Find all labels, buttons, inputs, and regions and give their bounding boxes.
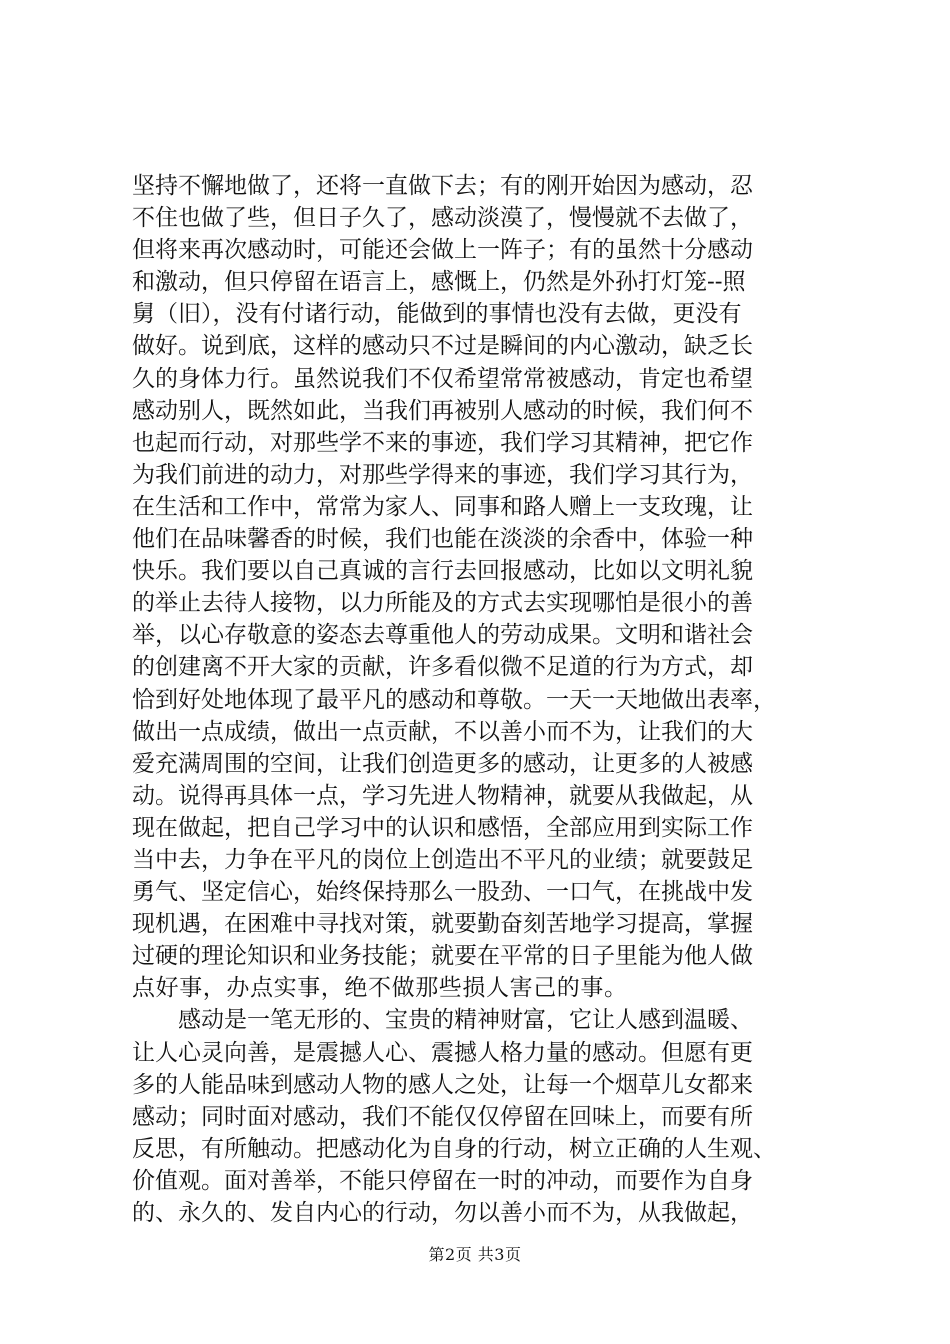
text-line: 点好事，办点实事，绝不做那些损人害己的事。 — [132, 975, 628, 1002]
text-line: 过硬的理论知识和业务技能；就要在平常的日子里能为他人做 — [132, 943, 753, 970]
text-line: 多的人能品味到感动人物的感人之处，让每一个烟草儿女都来 — [132, 1071, 753, 1098]
text-line: 不住也做了些，但日子久了，感动淡漠了，慢慢就不去做了， — [132, 205, 753, 232]
text-line: 但将来再次感动时，可能还会做上一阵子；有的虽然十分感动 — [132, 237, 753, 264]
text-line: 为我们前进的动力，对那些学得来的事迹，我们学习其行为， — [132, 461, 753, 488]
text-line: 他们在品味馨香的时候，我们也能在淡淡的余香中，体验一种 — [132, 526, 753, 553]
text-line: 做出一点成绩，做出一点贡献，不以善小而不为，让我们的大 — [132, 718, 753, 745]
text-line: 当中去，力争在平凡的岗位上创造出不平凡的业绩；就要鼓足 — [132, 846, 753, 873]
text-line: 坚持不懈地做了，还将一直做下去；有的刚开始因为感动，忍 — [132, 173, 753, 199]
page-footer: 第2页 共3页 — [428, 1245, 522, 1264]
text-line: 现机遇，在困难中寻找对策，就要勤奋刻苦地学习提高，掌握 — [132, 911, 753, 938]
text-line: 价值观。面对善举，不能只停留在一时的冲动，而要作为自身 — [132, 1167, 753, 1194]
text-line: 动。说得再具体一点，学习先进人物精神，就要从我做起，从 — [132, 782, 753, 809]
text-line: 感动；同时面对感动，我们不能仅仅停留在回味上，而要有所 — [132, 1103, 753, 1130]
text-line: 恰到好处地体现了最平凡的感动和尊敬。一天一天地做出表率， — [132, 686, 776, 713]
text-line: 勇气、坚定信心，始终保持那么一股劲、一口气，在挑战中发 — [132, 879, 753, 906]
text-line: 举，以心存敬意的姿态去尊重他人的劳动成果。文明和谐社会 — [132, 622, 753, 649]
text-line: 快乐。我们要以自己真诚的言行去回报感动，比如以文明礼貌 — [132, 558, 753, 585]
body-text — [132, 170, 832, 1229]
text-line: 在生活和工作中，常常为家人、同事和路人赠上一支玫瑰，让 — [132, 493, 753, 520]
text-line: 反思，有所触动。把感动化为自身的行动，树立正确的人生观、 — [132, 1135, 776, 1162]
text-line: 舅（旧），没有付诸行动，能做到的事情也没有去做，更没有 — [132, 301, 742, 328]
text-line: 也起而行动，对那些学不来的事迹，我们学习其精神，把它作 — [132, 429, 753, 456]
text-line: 现在做起，把自己学习中的认识和感悟，全部应用到实际工作 — [132, 814, 753, 841]
text-line: 的创建离不开大家的贡献，许多看似微不足道的行为方式，却 — [132, 654, 753, 681]
text-line: 做好。说到底，这样的感动只不过是瞬间的内心激动，缺乏长 — [132, 333, 753, 360]
text-line: 让人心灵向善，是震撼人心、震撼人格力量的感动。但愿有更 — [132, 1039, 753, 1066]
text-line: 和激动，但只停留在语言上，感慨上，仍然是外孙打灯笼--照 — [132, 269, 746, 296]
text-line: 久的身体力行。虽然说我们不仅希望常常被感动，肯定也希望 — [132, 365, 753, 392]
text-line: 爱充满周围的空间，让我们创造更多的感动，让更多的人被感 — [132, 750, 753, 777]
text-line: 感动别人，既然如此，当我们再被别人感动的时候，我们何不 — [132, 397, 753, 424]
text-line: 的举止去待人接物，以力所能及的方式去实现哪怕是很小的善 — [132, 590, 753, 617]
text-line: 的、永久的、发自内心的行动，勿以善小而不为，从我做起， — [132, 1200, 753, 1226]
text-line: 感动是一笔无形的、宝贵的精神财富，它让人感到温暖、 — [178, 1007, 753, 1034]
